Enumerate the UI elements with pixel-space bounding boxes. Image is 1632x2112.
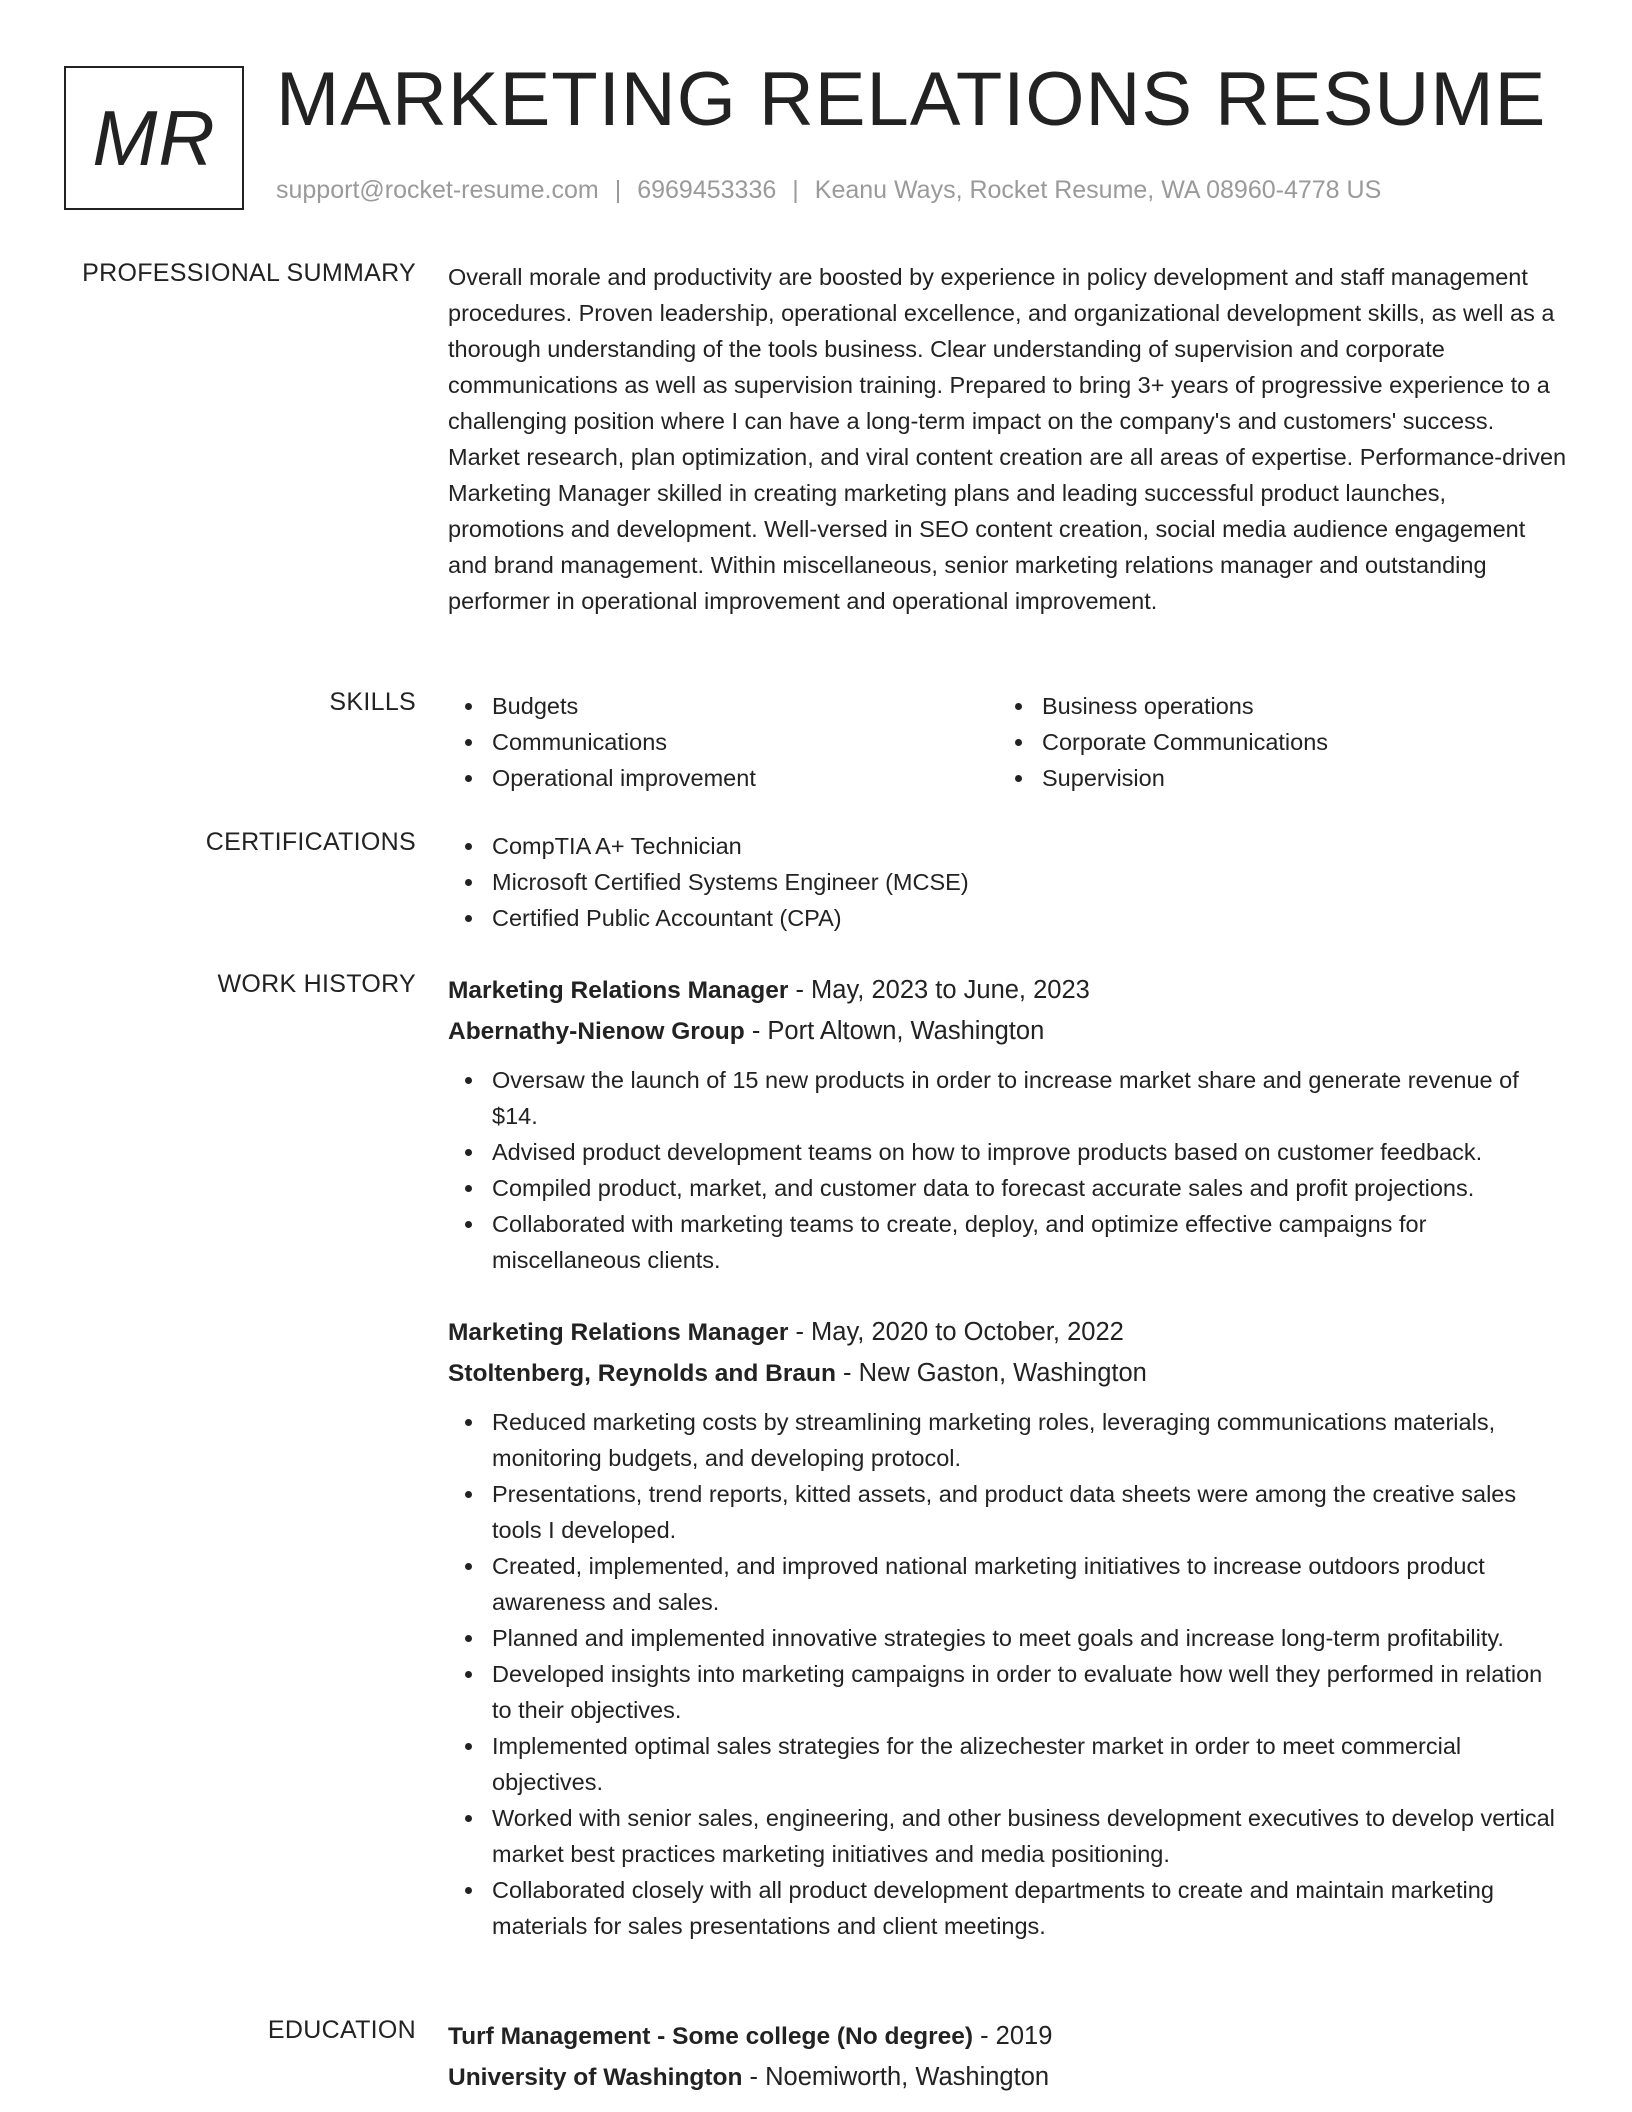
contact-line [276,176,1381,205]
summary-text: Overall morale and productivity are boosted by experience in policy development and staff management procedures. Proven leadership, operational excellence, and organizational development skills, as well as a thorough understanding of the tools business. Clear understanding of supervision and corporate communications as well as supervision training. Prepared to bring 3+ years of progressive experience to a challenging position where I can have a long-term impact on the company's and customers' success. Market research, plan optimization, and viral content creation are all areas of expertise. Performance-driven Marketing Manager skilled in creating marketing plans and leading successful product launches, promotions and development. Well-versed in SEO content creation, social media audience engagement and brand management. Within miscellaneous, senior marketing relations manager and outstanding performer in operational improvement and operational improvement. [448,264,1567,614]
job-bullet: Collaborated with marketing teams to create, deploy, and optimize effective campaigns for miscellaneous clients. [448,1206,1568,1278]
job-title: Marketing Relations Manager [448,1319,789,1346]
job-company: Abernathy-Nienow Group [448,1018,745,1045]
job-location: - Port Altown, Washington [744,1017,1045,1045]
education-year: - 2019 [973,2022,1053,2050]
skill-item: Corporate Communications [998,724,1548,760]
job-title-line [448,1312,1568,1353]
education-school-line [448,2057,1568,2098]
job-bullet: Oversaw the launch of 15 new products in order to increase market share and generate revenue of $14. [448,1062,1568,1134]
work-history-label: WORK HISTORY [217,970,416,998]
job-entry [448,1312,1568,1944]
job-bullet: Created, implemented, and improved national marketing initiatives to increase outdoors product awareness and sales. [448,1548,1568,1620]
certification-item: Microsoft Certified Systems Engineer (MCSE) [448,864,1568,900]
skill-item: Communications [448,724,998,760]
certification-item: Certified Public Accountant (CPA) [448,900,1568,936]
certification-item: CompTIA A+ Technician [448,828,1568,864]
job-bullet: Worked with senior sales, engineering, and other business development executives to develop vertical market best practices marketing initiatives and media positioning. [448,1800,1568,1872]
job-bullet: Presentations, trend reports, kitted assets, and product data sheets were among the creative sales tools I developed. [448,1476,1568,1548]
job-company: Stoltenberg, Reynolds and Braun [448,1360,836,1387]
certifications-list [448,828,1568,936]
job-entry [448,970,1568,1278]
education-degree-line [448,2016,1568,2057]
job-bullet: Developed insights into marketing campaigns in order to evaluate how well they performed in relation to their objectives. [448,1656,1568,1728]
skills-list [448,688,1568,796]
resume-title: MARKETING RELATIONS RESUME [276,57,1547,142]
job-location: - New Gaston, Washington [835,1359,1147,1387]
job-title-line [448,970,1568,1011]
job-bullet: Reduced marketing costs by streamlining marketing roles, leveraging communications materials, monitoring budgets, and developing protocol. [448,1404,1568,1476]
education-entry [448,2016,1568,2098]
contact-address: Keanu Ways, Rocket Resume, WA 08960-4778 US [814,176,1382,204]
job-bullet: Implemented optimal sales strategies for the alizechester market in order to meet commercial objectives. [448,1728,1568,1800]
job-dates: - May, 2020 to October, 2022 [788,1318,1124,1346]
job-bullet: Advised product development teams on how to improve products based on customer feedback. [448,1134,1568,1170]
education-location: - Noemiworth, Washington [742,2063,1050,2091]
skill-item: Operational improvement [448,760,998,796]
education-school: University of Washington [448,2064,743,2091]
skills-column-1 [448,688,998,796]
job-bullets [448,1404,1568,1944]
job-company-line [448,1011,1568,1052]
contact-separator: | [614,176,622,204]
monogram-box [64,66,244,210]
certifications-label: CERTIFICATIONS [205,828,416,856]
monogram-initials: MR [92,93,216,182]
job-company-line [448,1353,1568,1394]
job-bullet: Collaborated closely with all product development departments to create and maintain marketing materials for sales presentations and client meetings. [448,1872,1568,1944]
contact-separator: | [792,176,799,204]
summary-label: PROFESSIONAL SUMMARY [82,259,416,287]
contact-email: support@rocket-resume.com [276,176,599,204]
skill-item: Budgets [448,688,998,724]
skill-item: Business operations [998,688,1548,724]
job-bullet: Compiled product, market, and customer data to forecast accurate sales and profit projections. [448,1170,1568,1206]
job-title: Marketing Relations Manager [448,977,789,1004]
education-degree: Turf Management - Some college (No degree) [448,2023,974,2050]
skills-label: SKILLS [329,688,416,716]
skills-column-2 [998,688,1548,796]
skill-item: Supervision [998,760,1548,796]
job-bullets [448,1062,1568,1278]
education-label: EDUCATION [267,2016,416,2044]
contact-phone: 6969453336 [637,176,777,204]
job-dates: - May, 2023 to June, 2023 [788,976,1090,1004]
job-bullet: Planned and implemented innovative strategies to meet goals and increase long-term profitability. [448,1620,1568,1656]
